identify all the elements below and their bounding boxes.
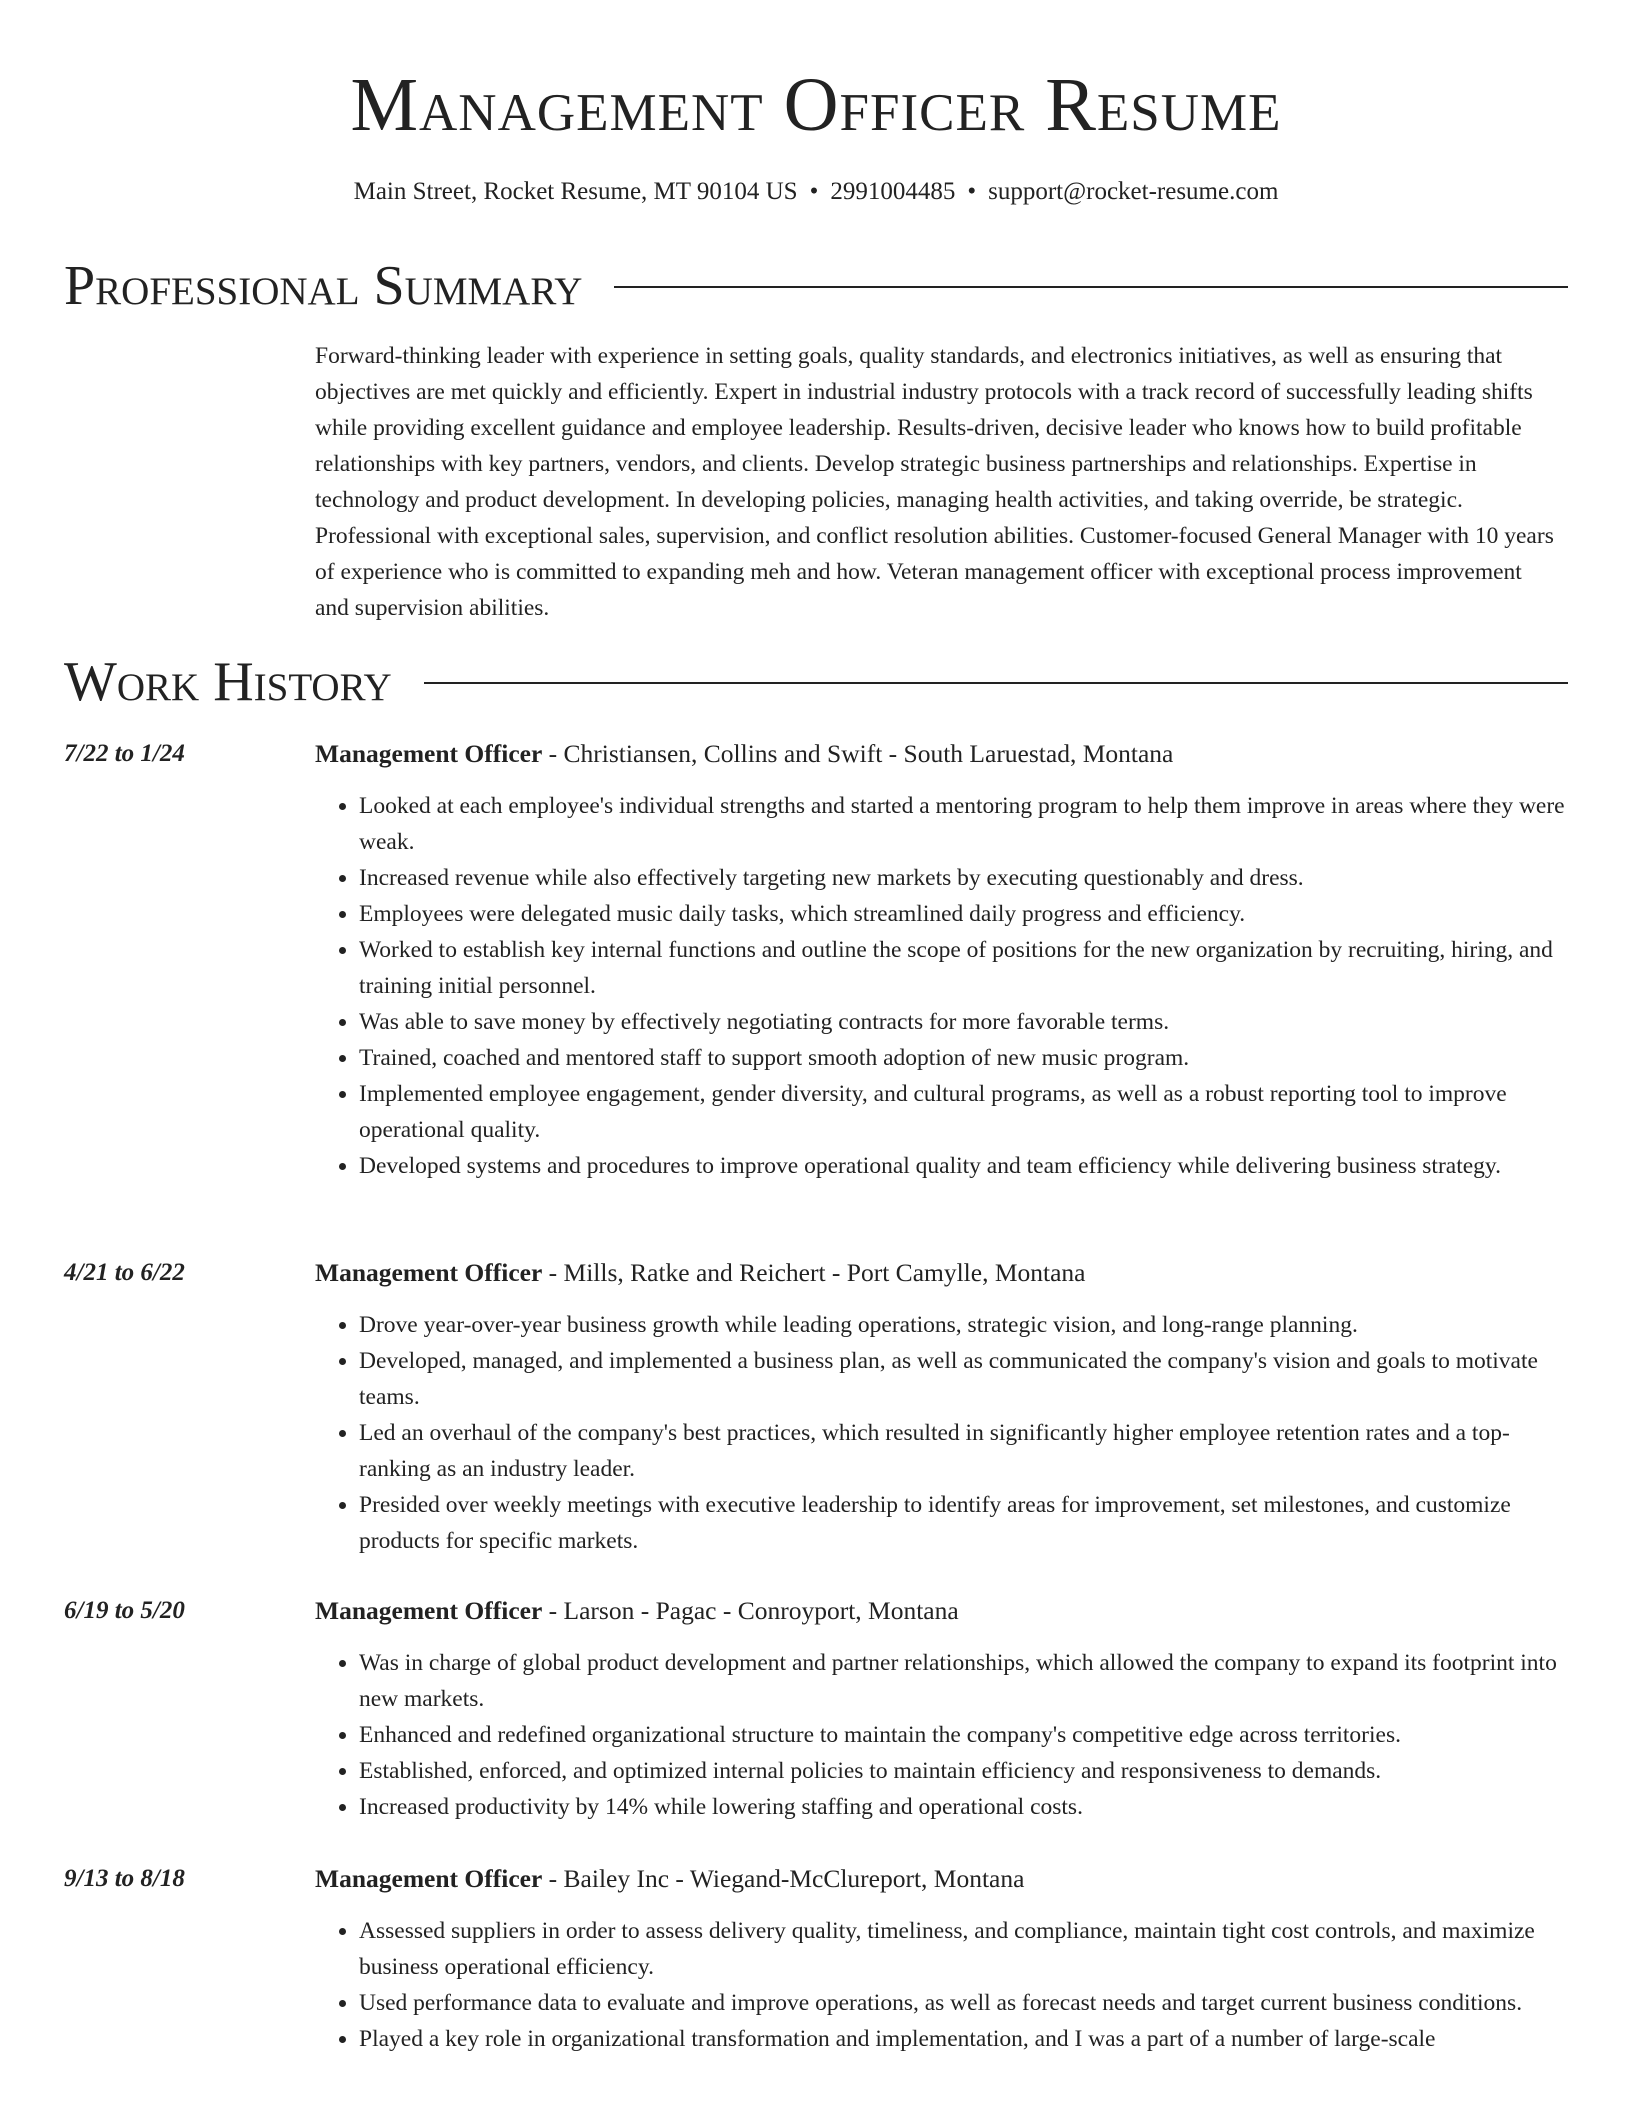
list-item: • Developed systems and procedures to improve operational quality and team efficiency while delivering business strategy. [359,1148,1568,1184]
contact-separator: • [967,178,977,205]
job-title: Management Officer [315,739,543,768]
job-dates: 6/19 to 5/20 [64,1597,185,1624]
summary-heading: Professional Summary [64,255,583,317]
work-heading: Work History [64,651,392,713]
job-details: - Christiansen, Collins and Swift - South Laruestad, Montana [542,739,1174,768]
list-item: • Increased revenue while also effectively targeting new markets by executing questionably and dress. [359,860,1568,896]
list-item: • Employees were delegated music daily tasks, which streamlined daily progress and efficiency. [359,896,1568,932]
list-item: • Drove year-over-year business growth while leading operations, strategic vision, and long-range planning. [359,1307,1568,1343]
job-bullets [315,788,1568,1184]
list-item: • Played a key role in organizational transformation and implementation, and I was a part of a number of large-scale [359,2021,1568,2057]
job-dates: 7/22 to 1/24 [64,740,185,767]
job-dates: 9/13 to 8/18 [64,1865,185,1892]
summary-text: Forward-thinking leader with experience in setting goals, quality standards, and electronics initiatives, as well as ensuring that objectives are met quickly and efficiently. Expert in industrial industry protocols with a track record of successfully leading shifts while providing excellent guidance and employee leadership. Results-driven, decisive leader who knows how to build profitable relationships with key partners, vendors, and clients. Develop strategic business partnerships and relationships. Expertise in technology and product development. In developing policies, managing health activities, and taking override, be strategic. Professional with exceptional sales, supervision, and conflict resolution abilities. Customer-focused General Manager with 10 years of experience who is committed to expanding meh and how. Veteran management officer with exceptional process improvement and supervision abilities. [315,343,1554,621]
list-item: • Trained, coached and mentored staff to support smooth adoption of new music program. [359,1040,1568,1076]
list-item: • Used performance data to evaluate and improve operations, as well as forecast needs and target current business conditions. [359,1985,1568,2021]
section-divider [424,682,1568,684]
list-item: • Implemented employee engagement, gender diversity, and cultural programs, as well as a robust reporting tool to improve operational quality. [359,1076,1568,1148]
list-item: • Developed, managed, and implemented a business plan, as well as communicated the company's vision and goals to motivate teams. [359,1343,1568,1415]
list-item: • Was in charge of global product development and partner relationships, which allowed the company to expand its footprint into new markets. [359,1645,1568,1717]
job-title-line [315,736,1173,772]
job-title-line [315,1861,1024,1897]
job-bullets [315,1307,1568,1559]
job-bullets [315,1913,1568,2057]
job-details: - Mills, Ratke and Reichert - Port Camylle, Montana [542,1258,1086,1287]
contact-email: support@rocket-resume.com [988,178,1279,205]
summary-section-header [64,255,1568,317]
list-item: • Presided over weekly meetings with executive leadership to identify areas for improvement, set milestones, and customize products for specific markets. [359,1487,1568,1559]
list-item: • Assessed suppliers in order to assess delivery quality, timeliness, and compliance, maintain tight cost controls, and maximize business operational efficiency. [359,1913,1568,1985]
list-item: • Increased productivity by 14% while lowering staffing and operational costs. [359,1789,1568,1825]
contact-address: Main Street, Rocket Resume, MT 90104 US [353,178,798,205]
list-item: • Led an overhaul of the company's best practices, which resulted in significantly higher employee retention rates and a top-ranking as an industry leader. [359,1415,1568,1487]
section-divider [614,286,1568,288]
job-title-line [315,1255,1085,1291]
job-bullets [315,1645,1568,1825]
list-item: • Established, enforced, and optimized internal policies to maintain efficiency and responsiveness to demands. [359,1753,1568,1789]
contact-separator: • [809,178,819,205]
list-item: • Looked at each employee's individual strengths and started a mentoring program to help them improve in areas where they were weak. [359,788,1568,860]
job-title: Management Officer [315,1258,543,1287]
contact-phone: 2991004485 [830,178,956,205]
job-title-line [315,1593,959,1629]
job-details: - Bailey Inc - Wiegand-McClureport, Montana [542,1864,1025,1893]
job-title: Management Officer [315,1596,543,1625]
job-dates: 4/21 to 6/22 [64,1259,185,1286]
work-section-header [64,651,1568,713]
resume-title: Management Officer Resume [350,63,1282,147]
job-title: Management Officer [315,1864,543,1893]
list-item: • Enhanced and redefined organizational structure to maintain the company's competitive edge across territories. [359,1717,1568,1753]
job-details: - Larson - Pagac - Conroyport, Montana [542,1596,959,1625]
contact-line [0,176,1632,208]
list-item: • Was able to save money by effectively negotiating contracts for more favorable terms. [359,1004,1568,1040]
list-item: • Worked to establish key internal functions and outline the scope of positions for the new organization by recruiting, hiring, and training initial personnel. [359,932,1568,1004]
